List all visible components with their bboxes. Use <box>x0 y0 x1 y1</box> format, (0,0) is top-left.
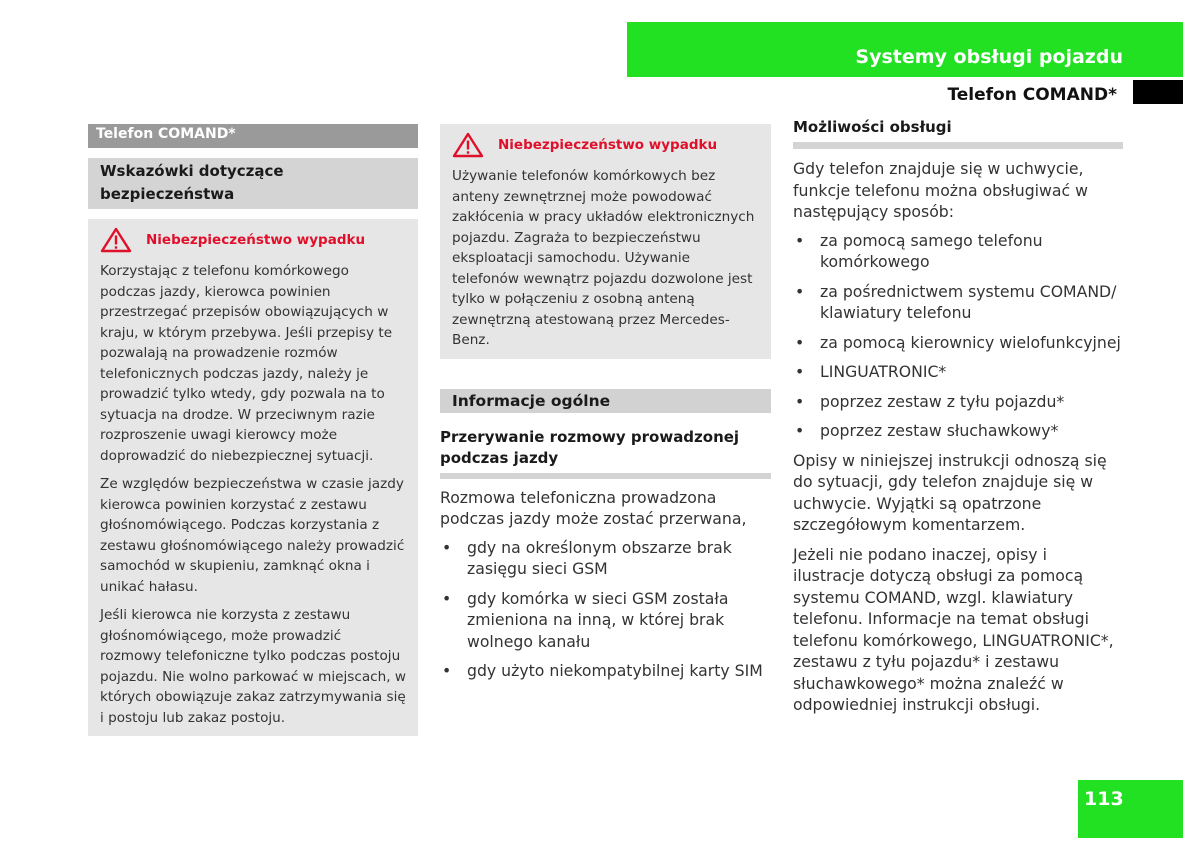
call-interruption-heading: Przerywanie rozmowy prowadzonej podczas jazdy <box>440 427 771 479</box>
list-item: • gdy na określonym obszarze brak zasięgu sieci GSM <box>440 537 771 580</box>
warning-box <box>440 124 771 359</box>
bullet-list <box>440 537 771 682</box>
general-info-bar: Informacje ogólne <box>440 389 771 413</box>
body-paragraph: Opisy w niniejszej instrukcji odnoszą się do sytuacji, gdy telefon znajduje się w uchwycie. Wyjątki są opatrzone szczegółowym komentarzem. <box>793 450 1107 534</box>
warning-title: Niebezpieczeństwo wypadku <box>498 137 718 153</box>
warning-header <box>452 132 759 158</box>
list-item: • poprzez zestaw z tyłu pojazdu* <box>793 391 1123 413</box>
section-bar: Telefon COMAND* <box>88 124 418 148</box>
body-paragraph: Jeżeli nie podano inaczej, opisy i ilustracje dotyczą obsługi za pomocą systemu COMAND, wzgl. klawiatury telefonu. Informacje na temat obsługi telefonu komórkowego, LINGUATRONIC*, zestawu z tyłu pojazdu* i zestawu słuchawkowego* można znaleźć w odpowiedniej instrukcji obsługi. <box>793 544 1114 714</box>
warning-paragraph: Używanie telefonów komórkowych bez anteny zewnętrznej może powodować zakłócenia w pracy układów elektronicznych pojazdu. Zagraża to bezpieczeństwu eksploatacji samochodu. Używanie telefonów wewnątrz pojazdu dozwolone jest tylko w połączeniu z osobną anteną zewnętrzną atestowaną przez Mercedes-Benz. <box>452 168 755 348</box>
list-item: • gdy komórka w sieci GSM została zmieniona na inną, w której brak wolnego kanału <box>440 588 771 653</box>
column-right <box>793 117 1123 716</box>
list-item: • za pośrednictwem systemu COMAND/ klawiatury telefonu <box>793 281 1123 324</box>
page-number-tab <box>1078 780 1183 838</box>
column-middle <box>440 124 771 690</box>
warning-title: Niebezpieczeństwo wypadku <box>146 232 366 248</box>
warning-paragraph: Jeśli kierowca nie korzysta z zestawu głośnomówiącego, może prowadzić rozmowy telefoniczne tylko podczas postoju pojazdu. Nie wolno parkować w miejscach, w których obowiązuje zakaz zatrzymywania się i postoju lub zakaz postoju. <box>100 607 406 726</box>
intro-text: Rozmowa telefoniczna prowadzona podczas jazdy może zostać przerwana, <box>440 487 747 528</box>
intro-text: Gdy telefon znajduje się w uchwycie, funkcje telefonu można obsługiwać w następujący sposób: <box>793 159 1088 221</box>
column-left <box>88 124 418 736</box>
warning-header <box>100 227 406 253</box>
bullet-list <box>793 230 1123 442</box>
safety-subheading: Wskazówki dotyczące bezpieczeństwa <box>88 158 418 209</box>
section-tab-marker <box>1133 80 1183 104</box>
list-item: • LINGUATRONIC* <box>793 361 1123 383</box>
warning-box <box>88 219 418 736</box>
warning-triangle-icon <box>100 227 132 253</box>
page-number: 113 <box>1084 788 1124 810</box>
warning-triangle-icon <box>452 132 484 158</box>
section-title: Telefon COMAND* <box>947 85 1117 105</box>
warning-paragraph: Ze względów bezpieczeństwa w czasie jazdy kierowca powinien korzystać z zestawu głośnomówiącego. Podczas korzystania z zestawu głośnomówiącego należy prowadzić samochód w skupieniu, zamknąć okna i unikać hałasu. <box>100 476 405 595</box>
list-item: • gdy użyto niekompatybilnej karty SIM <box>440 660 771 682</box>
chapter-title: Systemy obsługi pojazdu <box>855 46 1123 68</box>
list-item: • za pomocą samego telefonu komórkowego <box>793 230 1123 273</box>
list-item: • za pomocą kierownicy wielofunkcyjnej <box>793 332 1123 354</box>
list-item: • poprzez zestaw słuchawkowy* <box>793 420 1123 442</box>
chapter-header-bar <box>627 22 1183 77</box>
warning-paragraph: Korzystając z telefonu komórkowego podczas jazdy, kierowca powinien przestrzegać przepisów obowiązujących w kraju, w którym przebywa. Jeśli przepisy te pozwalają na prowadzenie rozmów telefonicznych podczas jazdy, należy je prowadzić tylko wtedy, gdy pozwala na to sytuacja na drodze. W przeciwnym razie rozproszenie uwagi kierowcy może doprowadzić do niebezpiecznej sytuacji. <box>100 263 393 464</box>
operation-options-heading: Możliwości obsługi <box>793 117 1123 149</box>
